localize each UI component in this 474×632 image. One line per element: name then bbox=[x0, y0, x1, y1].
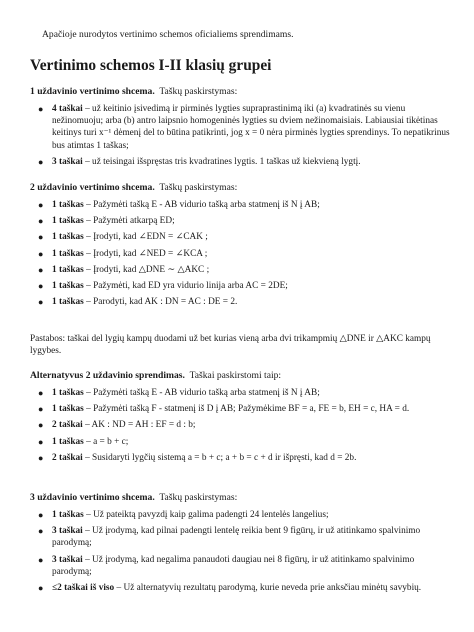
item-points: 1 taškas bbox=[52, 297, 84, 308]
list-item bbox=[30, 280, 450, 292]
item-text: – Įrodyti, kad ∠EDN = ∠CAK ; bbox=[83, 232, 208, 243]
bullet-icon: ● bbox=[38, 264, 44, 275]
list-item bbox=[30, 296, 450, 308]
bullet-icon: ● bbox=[38, 526, 44, 537]
item-points: 1 taškas bbox=[52, 510, 84, 520]
section-heading-bold: 1 uždavinio vertinimo shcema. bbox=[30, 86, 155, 97]
section-heading-4 bbox=[30, 492, 237, 504]
intro-text: Apačioje nurodytos vertinimo schemos oficialiems sprendimams. bbox=[42, 29, 294, 40]
item-text: – Už alternatyvių rezultatų parodymą, kurie neveda prie anksčiau minėtų savybių. bbox=[114, 583, 422, 594]
list-item bbox=[30, 582, 450, 594]
bullet-icon: ● bbox=[38, 510, 44, 520]
list-item bbox=[30, 199, 450, 211]
item-text: – AK : ND = AH : EF = d : b; bbox=[82, 420, 196, 431]
item-points: 1 taškas bbox=[52, 281, 84, 292]
section-heading-rest: Taškai paskirstomi taip: bbox=[189, 370, 282, 381]
bullet-icon: ● bbox=[38, 436, 44, 447]
item-text: – Pažymėti, kad ED yra vidurio linija arba AC = 2DE; bbox=[83, 281, 288, 292]
item-points: 1 taškas bbox=[52, 248, 84, 259]
item-points: 1 taškas bbox=[52, 436, 84, 447]
item-points: 1 taškas bbox=[52, 264, 84, 275]
item-points: 3 taškai bbox=[52, 554, 83, 565]
item-points: 1 taškas bbox=[52, 216, 84, 227]
bullet-icon: ● bbox=[38, 216, 44, 227]
bullet-icon: ● bbox=[38, 420, 44, 431]
item-points: ≤2 taškai iš viso bbox=[52, 583, 115, 594]
section-list-4 bbox=[30, 509, 450, 594]
item-text: – Už pateiktą pavyzdį kaip galima padengti 24 lentelės langelius; bbox=[83, 510, 329, 520]
list-item bbox=[30, 452, 450, 464]
list-item bbox=[30, 264, 450, 276]
item-points: 3 taškai bbox=[52, 526, 83, 537]
item-text: – už teisingai išspręstas tris kvadratines lygtis. 1 taškas už kiekvieną lygtį. bbox=[82, 156, 361, 167]
list-item bbox=[30, 436, 450, 448]
list-item bbox=[30, 248, 450, 260]
section-list-3 bbox=[30, 387, 450, 464]
item-points: 1 taškas bbox=[52, 388, 84, 398]
bullet-icon: ● bbox=[38, 248, 44, 259]
bullet-icon: ● bbox=[38, 104, 44, 114]
item-text: – a = b + c; bbox=[83, 436, 129, 447]
list-item bbox=[30, 525, 450, 549]
item-points: 2 taškai bbox=[52, 452, 83, 463]
item-text: – Pažymėti tašką F - statmenį iš D į AB; Pažymėkime BF = a, FE = b, EH = c, HA = d. bbox=[83, 404, 410, 415]
bullet-icon: ● bbox=[38, 583, 44, 594]
list-item bbox=[30, 419, 450, 431]
section-heading-3 bbox=[30, 370, 281, 382]
item-text: – už keitinio įsivedimą ir pirminės lygties supraprastinimą iki (a) kvadratinės su vienu nežinomuoju; arba (b) antro laipsnio homogeninės lygties su dviem nežinomaisiais. Labiausiai tikėtinas keitinys turi x⁻¹ dėmenį del to būtina patikrinti, jog x = 0 nėra pirminės lygties sprendinys. To nepatikrinus bus atimtas 1 taškas; bbox=[52, 104, 450, 151]
item-text: – Pažymėti atkarpą ED; bbox=[83, 216, 175, 227]
bullet-icon: ● bbox=[38, 156, 44, 167]
bullet-icon: ● bbox=[38, 200, 44, 210]
item-points: 1 taškas bbox=[52, 232, 84, 243]
item-points: 4 taškai bbox=[52, 104, 83, 114]
list-item bbox=[30, 387, 450, 399]
bullet-icon: ● bbox=[38, 404, 44, 415]
section-heading-rest: Taškų paskirstymas: bbox=[159, 86, 238, 97]
section-heading-rest: Taškų paskirstymas: bbox=[159, 492, 238, 503]
item-points: 1 taškas bbox=[52, 200, 84, 210]
bullet-icon: ● bbox=[38, 388, 44, 398]
item-text: – Įrodyti, kad ∠NED = ∠KCA ; bbox=[83, 248, 208, 259]
item-points: 1 taškas bbox=[52, 404, 84, 415]
item-text: – Įrodyti, kad △DNE ∼ △AKC ; bbox=[83, 264, 210, 275]
section-heading-bold: 2 uždavinio vertinimo shcema. bbox=[30, 182, 155, 193]
list-item bbox=[30, 554, 450, 578]
list-item bbox=[30, 231, 450, 243]
item-text: – Už įrodymą, kad pilnai padengti lentelę reikia bent 9 figūrų, ir už atitinkamo spalvinimo parodymą; bbox=[52, 526, 421, 549]
bullet-icon: ● bbox=[38, 554, 44, 565]
list-item bbox=[30, 215, 450, 227]
item-text: – Už įrodymą, kad negalima panaudoti daugiau nei 8 figūrų, ir už atitinkamo spalvinimo parodymą; bbox=[52, 554, 415, 577]
bullet-icon: ● bbox=[38, 281, 44, 292]
item-text: – Pažymėti tašką E - AB vidurio tašką arba statmenį iš N į AB; bbox=[83, 388, 320, 398]
list-item bbox=[30, 403, 450, 415]
section-list-2 bbox=[30, 199, 450, 308]
section-heading-bold: 3 uždavinio vertinimo shcema. bbox=[30, 492, 155, 503]
bullet-icon: ● bbox=[38, 297, 44, 308]
list-item bbox=[30, 509, 450, 521]
item-text: – Susidaryti lygčių sistemą a = b + c; a + b = c + d ir išpręsti, kad d = 2b. bbox=[82, 452, 357, 463]
bullet-icon: ● bbox=[38, 232, 44, 243]
item-points: 2 taškai bbox=[52, 420, 83, 431]
section-heading-1 bbox=[30, 86, 237, 98]
section-note: Pastabos: taškai del lygių kampų duodami už bet kurias vieną arba dvi trikampmių △DNE ir △AKC kampų lygybes. bbox=[30, 334, 431, 356]
section-list-1 bbox=[30, 103, 450, 168]
list-item bbox=[30, 156, 450, 168]
section-heading-rest: Taškų paskirstymas: bbox=[159, 182, 238, 193]
page-title: Vertinimo schemos I-II klasių grupei bbox=[30, 57, 272, 74]
bullet-icon: ● bbox=[38, 452, 44, 463]
list-item bbox=[30, 103, 450, 152]
item-points: 3 taškai bbox=[52, 156, 83, 167]
section-heading-2 bbox=[30, 182, 237, 194]
section-heading-bold: Alternatyvus 2 uždavinio sprendimas. bbox=[30, 370, 185, 381]
item-text: – Pažymėti tašką E - AB vidurio tašką arba statmenį iš N į AB; bbox=[83, 200, 320, 210]
item-text: – Parodyti, kad AK : DN = AC : DE = 2. bbox=[83, 297, 238, 308]
